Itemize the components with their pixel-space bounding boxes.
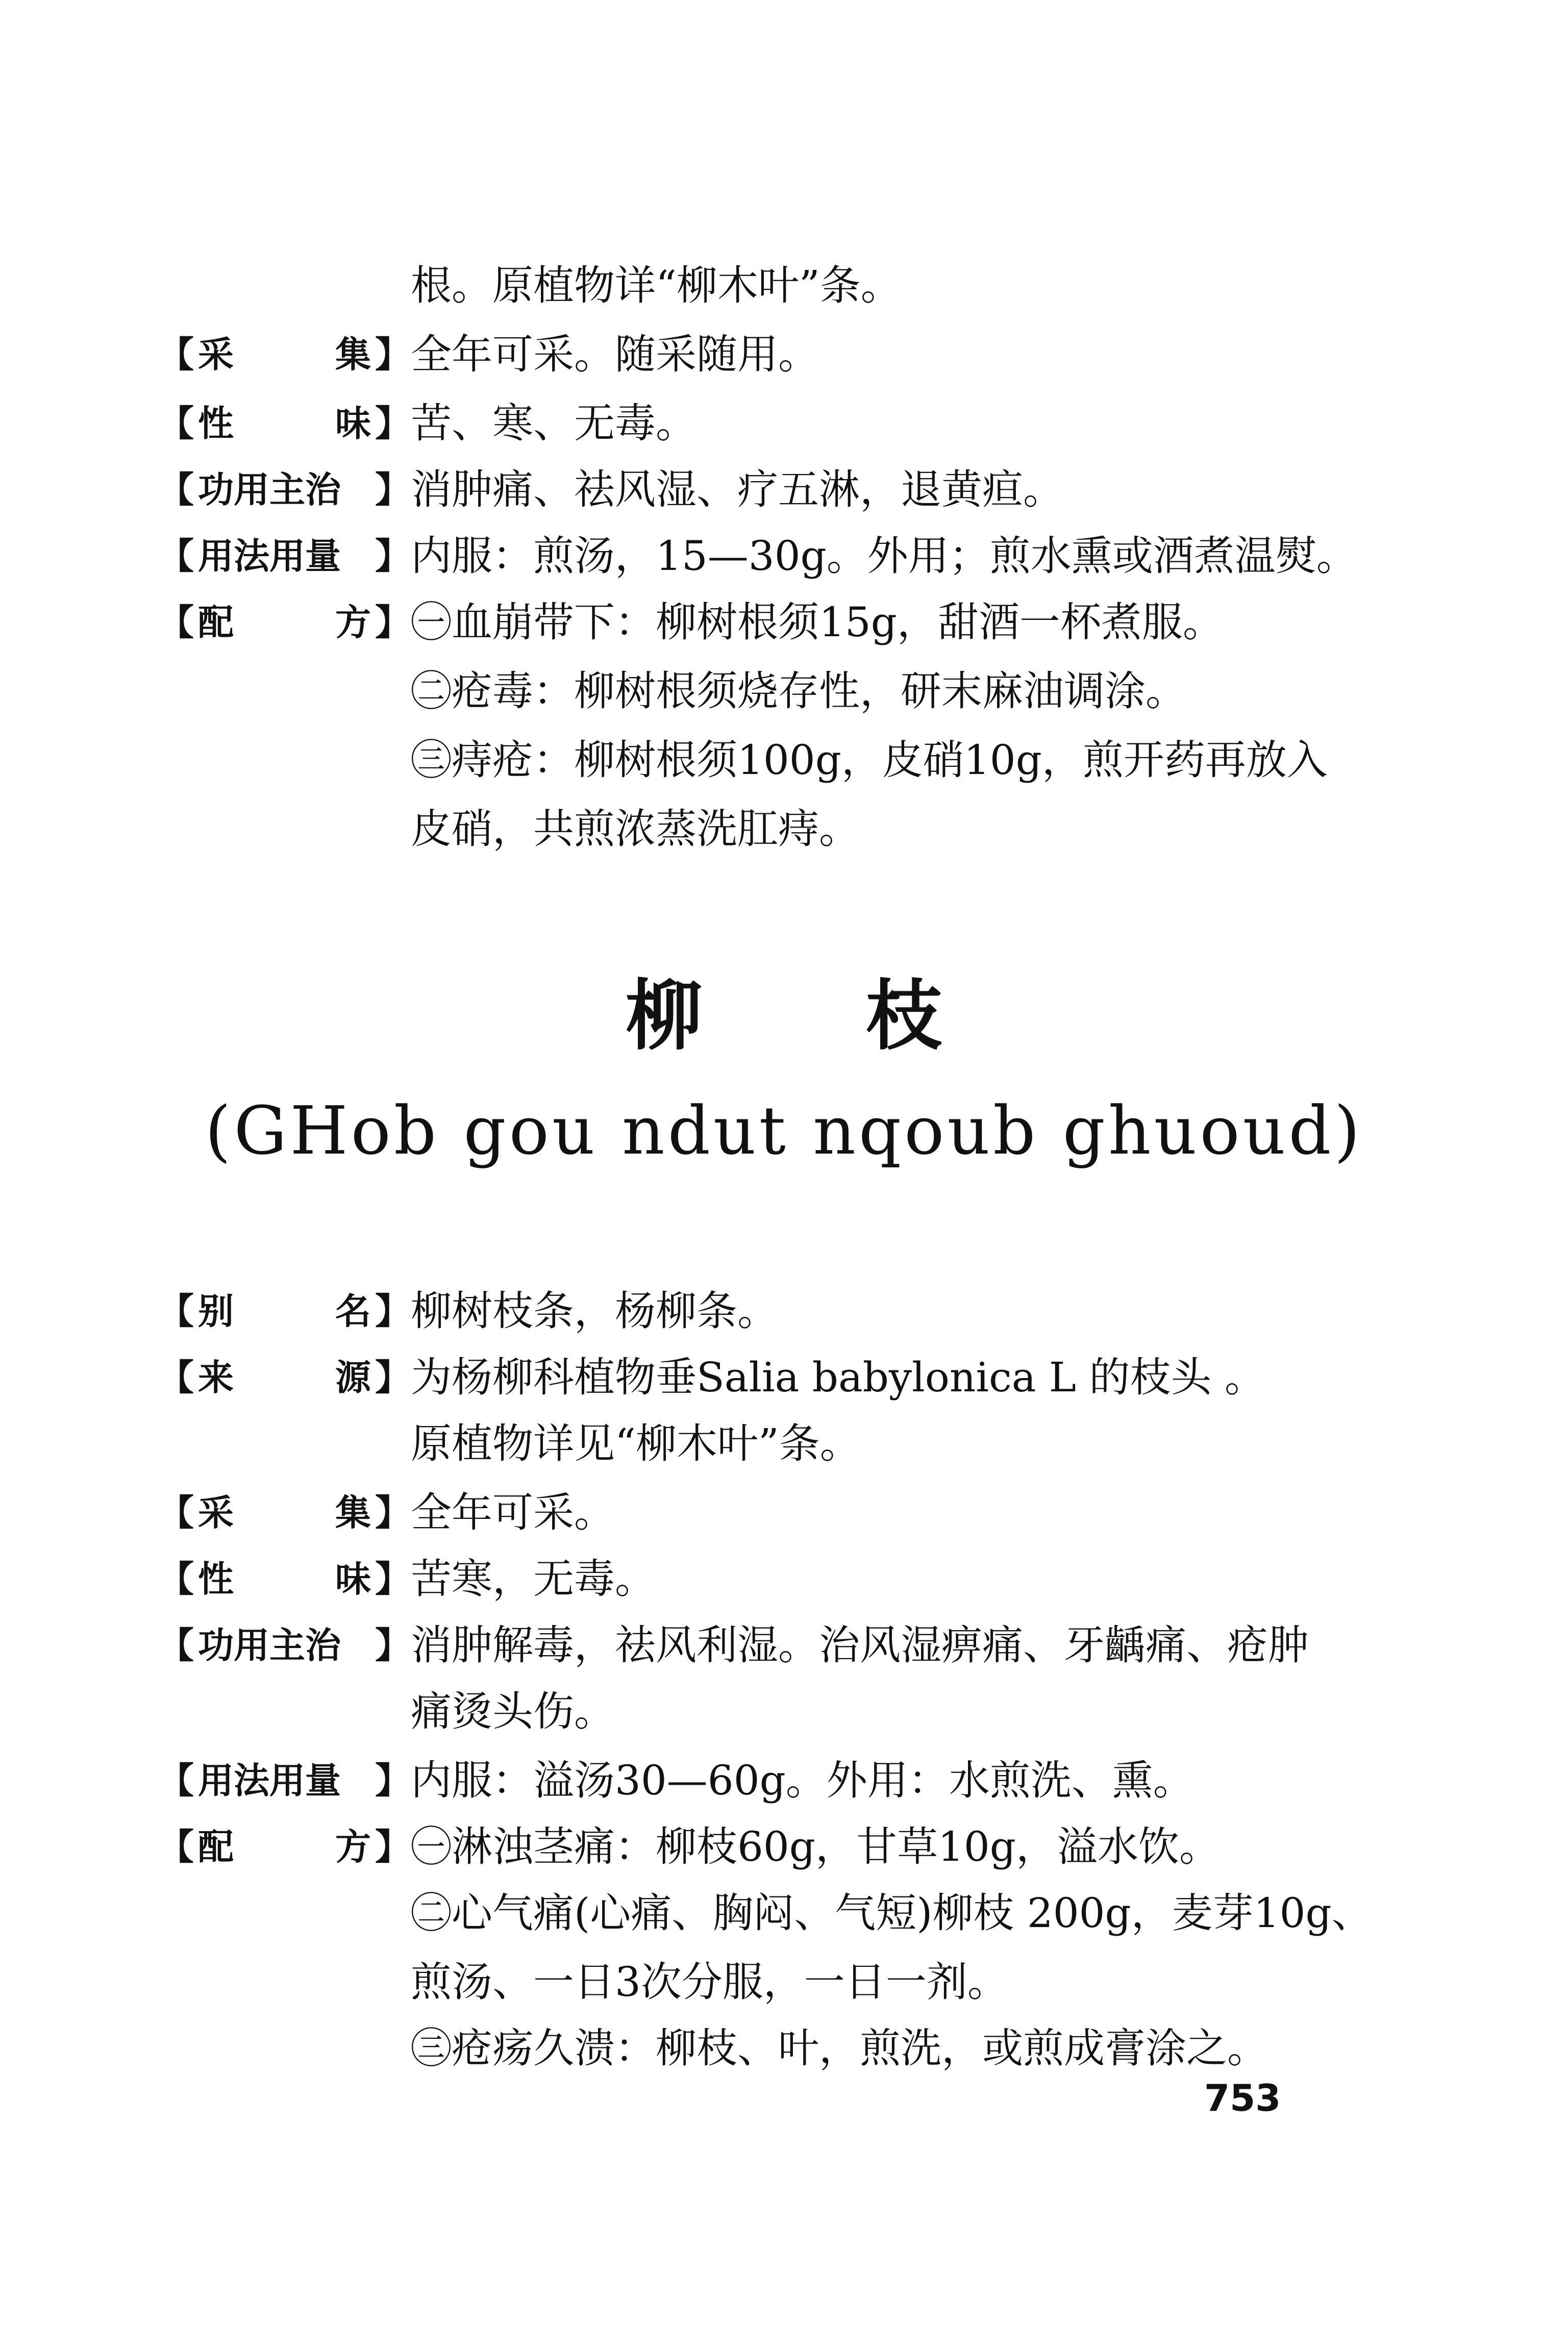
field-label: 【 功用主治 】 — [158, 454, 411, 526]
label-part: 别 — [198, 1290, 234, 1332]
field-label: 【 采 集 】 — [158, 319, 411, 390]
label-part: 来 — [198, 1357, 234, 1398]
field-text: 柳树枝条，杨柳条。 — [411, 1287, 778, 1335]
field-row-formula — [0, 587, 1568, 663]
field-label: 【 来 源 】 — [158, 1342, 411, 1413]
field-label: 【 配 方 】 — [158, 587, 411, 658]
page-number: 753 — [1204, 2077, 1281, 2119]
field-text: 苦、寒、无毒。 — [411, 399, 696, 447]
formula-line: ㊁疮毒：柳树根须烧存性，研末麻油调涂。 — [411, 667, 1186, 715]
field-row-usage — [0, 1745, 1568, 1821]
field-text: 消肿解毒，祛风利湿。治风湿痹痛、牙齲痛、疮肿 — [411, 1621, 1309, 1669]
field-row-taste — [0, 1543, 1568, 1620]
field-row-function — [0, 454, 1568, 531]
field-text: 为杨柳科植物垂Salia babylonica L 的枝头 。 — [411, 1354, 1265, 1401]
label-part: 味 — [335, 1558, 371, 1600]
field-row-usage — [0, 520, 1568, 597]
label-part: 采 — [198, 1492, 234, 1534]
field-label: 【 用法用量 】 — [158, 1745, 411, 1816]
field-row-function — [0, 1610, 1568, 1686]
field-label: 【 采 集 】 — [158, 1477, 411, 1548]
entry-title: 柳枝 — [626, 972, 1106, 1061]
field-text: 全年可采。随采随用。 — [411, 331, 819, 378]
label-part: 方 — [335, 602, 371, 643]
field-label: 【 用法用量 】 — [158, 520, 411, 592]
label-part: 味 — [335, 403, 371, 444]
label-part: 配 — [198, 602, 234, 643]
formula-line: 煎汤、一日3次分服，一日一剂。 — [411, 1958, 1008, 2006]
field-text: 内服：溢汤30—60g。外用：水煎洗、熏。 — [411, 1757, 1194, 1804]
label-part: 方 — [335, 1826, 371, 1868]
field-continuation: 痛烫头伤。 — [411, 1688, 615, 1735]
field-row-formula — [0, 1811, 1568, 1888]
label-part: 性 — [198, 403, 234, 444]
field-continuation: 原植物详见“柳木叶”条。 — [411, 1420, 861, 1467]
field-text: 苦寒，无毒。 — [411, 1555, 656, 1603]
field-label: 【 性 味 】 — [158, 388, 411, 459]
field-row-source — [0, 1342, 1568, 1418]
label-part: 用法用量 — [198, 1760, 341, 1802]
continuation-line: 根。原植物详“柳木叶”条。 — [411, 262, 902, 309]
formula-line: ㊁心气痛(心痛、胸闷、气短)柳枝 200g，麦芽10g、 — [411, 1889, 1373, 1937]
label-part: 集 — [335, 1492, 371, 1534]
label-part: 源 — [335, 1357, 371, 1398]
label-part: 名 — [335, 1290, 371, 1332]
label-part: 性 — [198, 1558, 234, 1600]
field-label: 【 功用主治 】 — [158, 1610, 411, 1681]
field-text: ㊀血崩带下：柳树根须15g，甜酒一杯煮服。 — [411, 598, 1224, 646]
field-row-collect — [0, 319, 1568, 395]
field-text: 内服：煎汤，15—30g。外用；煎水熏或酒煮温熨。 — [411, 532, 1357, 580]
field-label: 【 性 味 】 — [158, 1543, 411, 1615]
formula-line: ㊂痔疮：柳树根须100g，皮硝10g，煎开药再放入 — [411, 736, 1328, 784]
field-text: 全年可采。 — [411, 1489, 615, 1536]
label-part: 集 — [335, 334, 371, 376]
label-part: 采 — [198, 334, 234, 376]
entry-subtitle: (GHob gou ndut nqoub ghuoud) — [205, 1092, 1363, 1169]
field-row-collect — [0, 1477, 1568, 1554]
formula-line: 皮硝，共煎浓蒸洗肛痔。 — [411, 805, 860, 853]
field-row-alias — [0, 1276, 1568, 1352]
label-part: 用法用量 — [198, 535, 341, 577]
field-label: 【 别 名 】 — [158, 1276, 411, 1347]
label-part: 配 — [198, 1826, 234, 1868]
formula-line: ㊂疮疡久溃：柳枝、叶，煎洗，或煎成膏涂之。 — [411, 2025, 1268, 2072]
label-part: 功用主治 — [198, 469, 341, 511]
field-text: ㊀淋浊茎痛：柳枝60g，甘草10g，溢水饮。 — [411, 1823, 1221, 1870]
field-row-taste — [0, 388, 1568, 464]
label-part: 功用主治 — [198, 1625, 341, 1666]
field-text: 消肿痛、祛风湿、疗五淋，退黄疸。 — [411, 466, 1064, 513]
field-label: 【 配 方 】 — [158, 1811, 411, 1883]
